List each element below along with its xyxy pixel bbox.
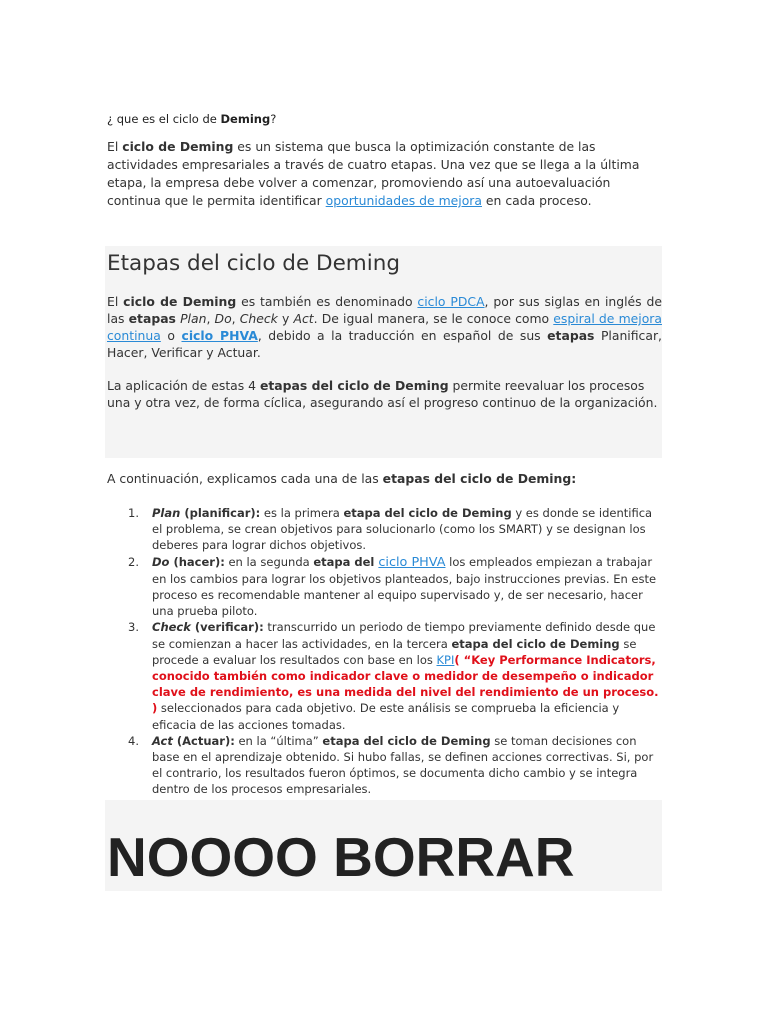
question-title xyxy=(107,111,667,127)
list-item xyxy=(107,505,662,554)
text: en la “última” xyxy=(234,733,323,748)
bold-text: etapas xyxy=(128,311,176,326)
step-name: Do xyxy=(152,554,170,569)
step-name: Plan xyxy=(152,506,181,520)
kpi-definition: ( “Key Performance Indicators, conocido también como indicador clave o medidor de desempeño o indicador clave de rendimiento, es una medida del nivel del rendimiento de un proceso. ) xyxy=(152,652,659,716)
paragraph-pdca xyxy=(107,293,662,361)
text: Planificar, Hacer, Verificar y Actuar. xyxy=(107,328,662,360)
list-item xyxy=(107,733,662,798)
step-name: Act xyxy=(152,733,173,748)
text: en la segunda xyxy=(224,554,314,569)
text: , xyxy=(206,311,215,326)
text: o xyxy=(160,328,182,343)
bold-text: ciclo de Deming xyxy=(123,294,237,309)
text: , por sus siglas en inglés de las xyxy=(107,294,663,326)
list-number: 3. xyxy=(128,620,139,635)
step-name: Check xyxy=(152,620,191,635)
text: , debido a la traducción en español de sus xyxy=(257,328,548,343)
text: y xyxy=(277,311,294,326)
bold-text: etapas del ciclo de Deming xyxy=(259,378,449,393)
steps-list xyxy=(107,505,662,798)
text: es también es denominado xyxy=(236,294,418,309)
list-item xyxy=(107,619,662,732)
bold-text: etapas xyxy=(547,328,595,343)
step-label: (planificar): xyxy=(180,506,261,520)
bold-text: etapa del ciclo de Deming xyxy=(322,733,491,748)
list-item xyxy=(107,554,662,620)
section-heading: Etapas del ciclo de Deming xyxy=(107,251,400,276)
paragraph-application xyxy=(107,377,662,411)
text: y es donde se identifica el problema, se crean objetivos para solucionarlo (como los SMART) y se designan los deberes para lograr dichos objetivos. xyxy=(152,506,653,553)
text: se procede a evaluar los resultados con base en los xyxy=(152,636,637,667)
list-number: 1. xyxy=(128,506,139,520)
ciclo-phva-link[interactable]: ciclo PHVA xyxy=(378,554,446,570)
step-label: (Actuar): xyxy=(172,733,235,748)
italic-text: Act xyxy=(293,311,314,326)
text: es la primera xyxy=(260,506,344,520)
oportunidades-link[interactable]: oportunidades de mejora xyxy=(325,193,482,208)
bold-text: etapa del xyxy=(313,554,379,569)
text: La aplicación de estas 4 xyxy=(107,378,260,393)
intro-text: es un sistema que busca la optimización constante de las actividades empresariales a través de cuatro etapas. Una vez que se llega a la última etapa, la empresa debe volver a comenzar, promoviendo así una autoevaluación continua que le permita identificar xyxy=(107,139,640,208)
text: transcurrido un periodo de tiempo previamente definido desde que se comienzan a hacer las actividades, en la tercera xyxy=(152,620,656,651)
italic-text: Check xyxy=(239,311,278,326)
text: El xyxy=(107,294,124,309)
question-prefix: ¿ que es el ciclo de xyxy=(107,112,221,126)
bold-text: etapa del ciclo de Deming xyxy=(451,636,620,651)
big-warning-text: NOOOO BORRAR xyxy=(107,826,575,888)
ciclo-pdca-link[interactable]: ciclo PDCA xyxy=(417,294,485,309)
bold-text: etapas del ciclo de Deming: xyxy=(382,471,577,486)
list-number: 2. xyxy=(128,554,139,569)
text: , xyxy=(231,311,240,326)
italic-text: Do xyxy=(214,311,232,326)
intro-text: El xyxy=(107,139,123,154)
step-label: (hacer): xyxy=(169,554,225,569)
paragraph-intro-steps xyxy=(107,470,662,487)
intro-bold: ciclo de Deming xyxy=(122,139,234,154)
intro-text: en cada proceso. xyxy=(481,193,592,208)
ciclo-phva-link[interactable]: ciclo PHVA xyxy=(181,328,258,343)
text: . De igual manera, se le conoce como xyxy=(313,311,554,326)
text: se toman decisiones con base en el aprendizaje obtenido. Si hubo fallas, se definen acciones correctivas. Si, por el contrario, los resultados fueron óptimos, se documenta dicho cambio y se integra dentro de los procesos empresariales. xyxy=(152,733,654,797)
question-suffix: ? xyxy=(270,112,277,126)
bold-text: etapa del ciclo de Deming xyxy=(343,506,512,520)
intro-paragraph xyxy=(107,138,660,210)
text: permite reevaluar los procesos una y otra vez, de forma cíclica, asegurando así el progreso continuo de la organización. xyxy=(107,378,658,410)
text: los empleados empiezan a trabajar en los cambios para lograr los objetivos planteados, bajo instrucciones previas. En este proceso es recomendable mantener al equipo supervisado y, de ser necesario, hacer una prueba piloto. xyxy=(152,554,657,619)
list-number: 4. xyxy=(128,733,139,748)
text: seleccionados para cada objetivo. De este análisis se comprueba la eficiencia y eficacia de las acciones tomadas. xyxy=(152,701,620,732)
italic-text: Plan xyxy=(180,311,207,326)
text: A continuación, explicamos cada una de las xyxy=(107,471,383,486)
step-label: (verificar): xyxy=(190,620,264,635)
espiral-mejora-link[interactable]: espiral de mejora continua xyxy=(107,311,662,343)
kpi-link[interactable]: KPI xyxy=(436,652,455,667)
question-bold: Deming xyxy=(220,112,271,126)
